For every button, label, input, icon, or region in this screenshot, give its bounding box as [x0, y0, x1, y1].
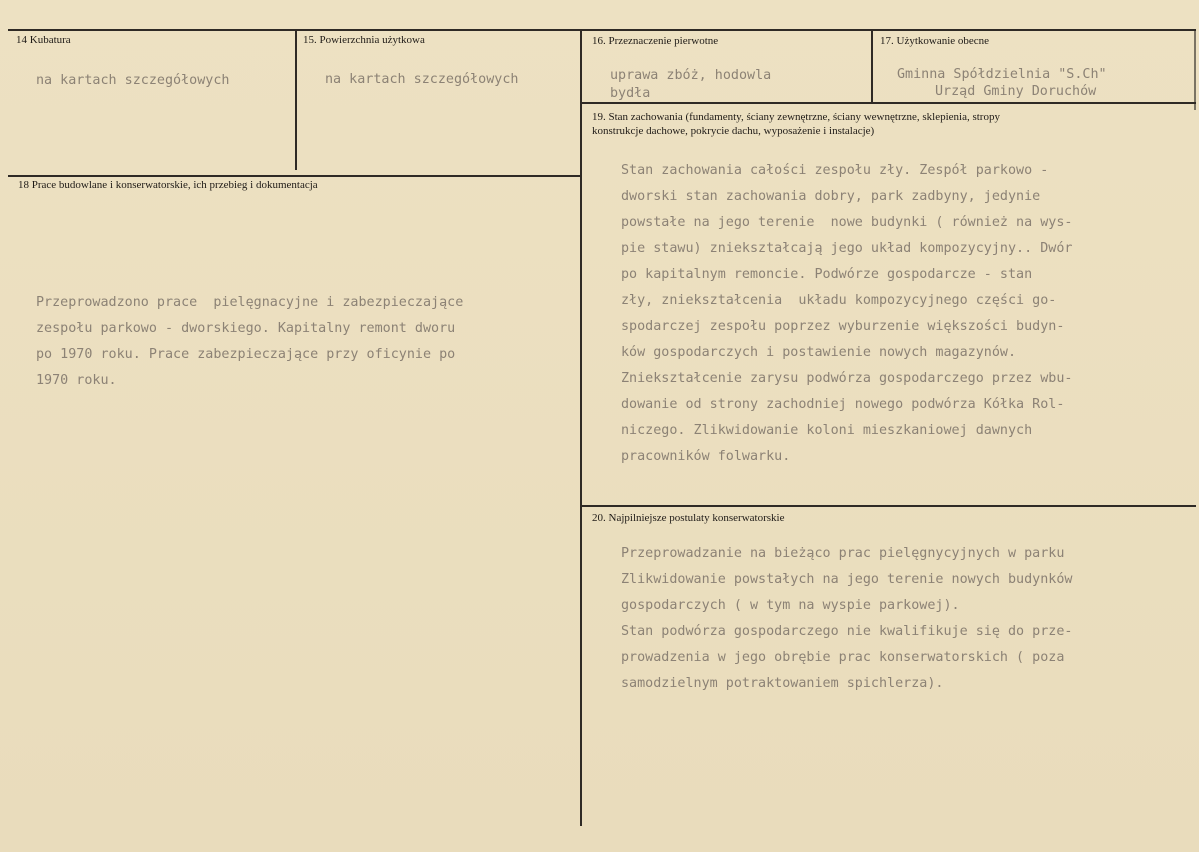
text-line: pracowników folwarku.: [621, 449, 791, 464]
divider-16-17: [871, 30, 873, 102]
field-20-label: 20. Najpilniejsze postulaty konserwatorskie: [592, 512, 785, 524]
divider-above-18: [8, 175, 581, 177]
field-17-value-line: Gminna Spółdzielnia "S.Ch": [897, 67, 1107, 82]
text-line: po 1970 roku. Prace zabezpieczające przy oficynie po: [36, 347, 456, 362]
text-line: pie stawu) zniekształcają jego układ kompozycyjny.. Dwór: [621, 241, 1073, 256]
text-line: zespołu parkowo - dworskiego. Kapitalny remont dworu: [36, 321, 456, 336]
center-divider: [580, 30, 582, 826]
right-border-line: [1194, 30, 1196, 110]
text-line: Stan podwórza gospodarczego nie kwalifikuje się do prze-: [621, 624, 1073, 639]
text-line: 1970 roku.: [36, 373, 117, 388]
field-19-label-line: konstrukcje dachowe, pokrycie dachu, wyposażenie i instalacje): [592, 125, 875, 137]
field-18-text: [36, 290, 463, 394]
text-line: gospodarczych ( w tym na wyspie parkowej).: [621, 598, 960, 613]
field-17-label: 17. Użytkowanie obecne: [880, 35, 990, 47]
field-18-label: 18 Prace budowlane i konserwatorskie, ich przebieg i dokumentacja: [18, 179, 318, 191]
field-17-value-line: Urząd Gminy Doruchów: [935, 84, 1097, 99]
field-16-value-line: bydła: [610, 86, 651, 101]
text-line: niczego. Zlikwidowanie koloni mieszkaniowej dawnych: [621, 423, 1033, 438]
text-line: dworski stan zachowania dobry, park zadbyny, jedynie: [621, 189, 1041, 204]
text-line: po kapitalnym remoncie. Podwórze gospodarcze - stan: [621, 267, 1033, 282]
text-line: dowanie od strony zachodniej nowego podwórza Kółka Rol-: [621, 397, 1065, 412]
field-16-value-line: uprawa zbóż, hodowla: [610, 68, 772, 83]
field-19-text: [621, 158, 1072, 470]
field-15-value: na kartach szczegółowych: [325, 72, 519, 87]
text-line: powstałe na jego terenie nowe budynki ( również na wys-: [621, 215, 1073, 230]
field-19-label-line: 19. Stan zachowania (fundamenty, ściany zewnętrzne, ściany wewnętrzne, sklepienia, stropy: [592, 111, 1000, 123]
text-line: samodzielnym potraktowaniem spichlerza).: [621, 676, 944, 691]
field-16-label: 16. Przeznaczenie pierwotne: [592, 35, 719, 47]
text-line: prowadzenia w jego obrębie prac konserwatorskich ( poza: [621, 650, 1065, 665]
text-line: zły, zniekształcenia układu kompozycyjnego części go-: [621, 293, 1057, 308]
text-line: spodarczej zespołu poprzez wyburzenie większości budyn-: [621, 319, 1065, 334]
text-line: ków gospodarczych i postawienie nowych magazynów.: [621, 345, 1017, 360]
text-line: Zlikwidowanie powstałych na jego terenie nowych budynków: [621, 572, 1073, 587]
text-line: Stan zachowania całości zespołu zły. Zespół parkowo -: [621, 163, 1049, 178]
field-20-text: [621, 541, 1072, 697]
divider-under-16-17: [581, 102, 1196, 104]
field-14-value: na kartach szczegółowych: [36, 73, 230, 88]
text-line: Zniekształcenie zarysu podwórza gospodarczego przez wbu-: [621, 371, 1073, 386]
field-15-label: 15. Powierzchnia użytkowa: [303, 34, 425, 46]
text-line: Przeprowadzono prace pielęgnacyjne i zabezpieczające: [36, 295, 464, 310]
divider-above-20: [581, 505, 1196, 507]
field-14-label: 14 Kubatura: [16, 34, 71, 46]
divider-14-15: [295, 30, 297, 170]
text-line: Przeprowadzanie na bieżąco prac pielęgnycyjnych w parku: [621, 546, 1065, 561]
top-border-line: [8, 29, 1196, 31]
